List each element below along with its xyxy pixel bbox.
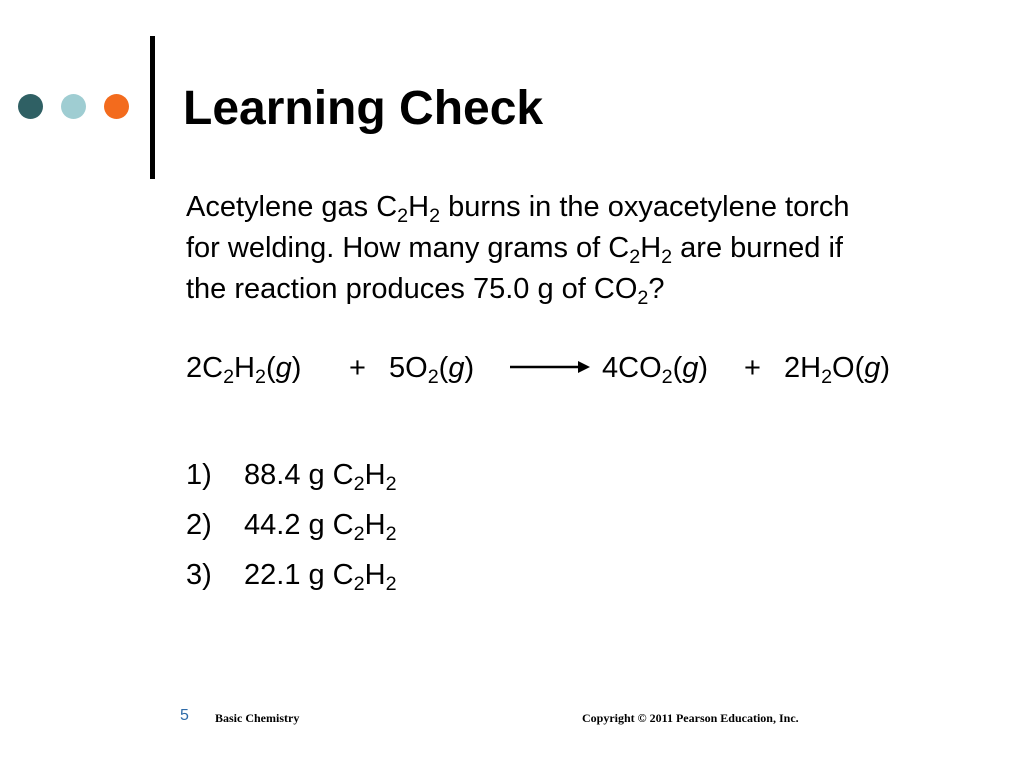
equation-reactant-acetylene: $2C_2H_2(g)$ (186, 352, 302, 388)
question-line-2: for welding. How many grams of $C_2H_2$ are burned if (186, 232, 843, 268)
reaction-arrow-icon (510, 357, 590, 377)
page-number: 5 (180, 707, 189, 724)
answer-option-1[interactable]: 1) 88.4 g $C_2H_2$ (186, 459, 397, 495)
equation-reactant-oxygen: $5O_2(g)$ (389, 352, 475, 388)
decor-dot-dark-teal (18, 94, 43, 119)
decor-dot-light-teal (61, 94, 86, 119)
equation-product-water: $2H_2O(g)$ (784, 352, 891, 388)
equation-product-co2: $4CO_2(g)$ (602, 352, 709, 388)
equation-plus-1: + (349, 352, 366, 384)
question-line-3: the reaction produces 75.0 g of $CO_2$? (186, 273, 665, 309)
footer-copyright: Copyright © 2011 Pearson Education, Inc. (582, 711, 799, 725)
footer-course: Basic Chemistry (215, 711, 300, 725)
equation-plus-2: + (744, 352, 761, 384)
answer-option-2[interactable]: 2) 44.2 g $C_2H_2$ (186, 509, 397, 545)
question-text (186, 187, 850, 310)
slide-title: Learning Check (183, 82, 544, 135)
decor-dot-orange (104, 94, 129, 119)
title-vertical-rule (150, 36, 155, 179)
answer-option-3[interactable]: 3) 22.1 g $C_2H_2$ (186, 559, 397, 595)
question-line-1: Acetylene gas $C_2H_2$ burns in the oxyacetylene torch (186, 191, 850, 227)
